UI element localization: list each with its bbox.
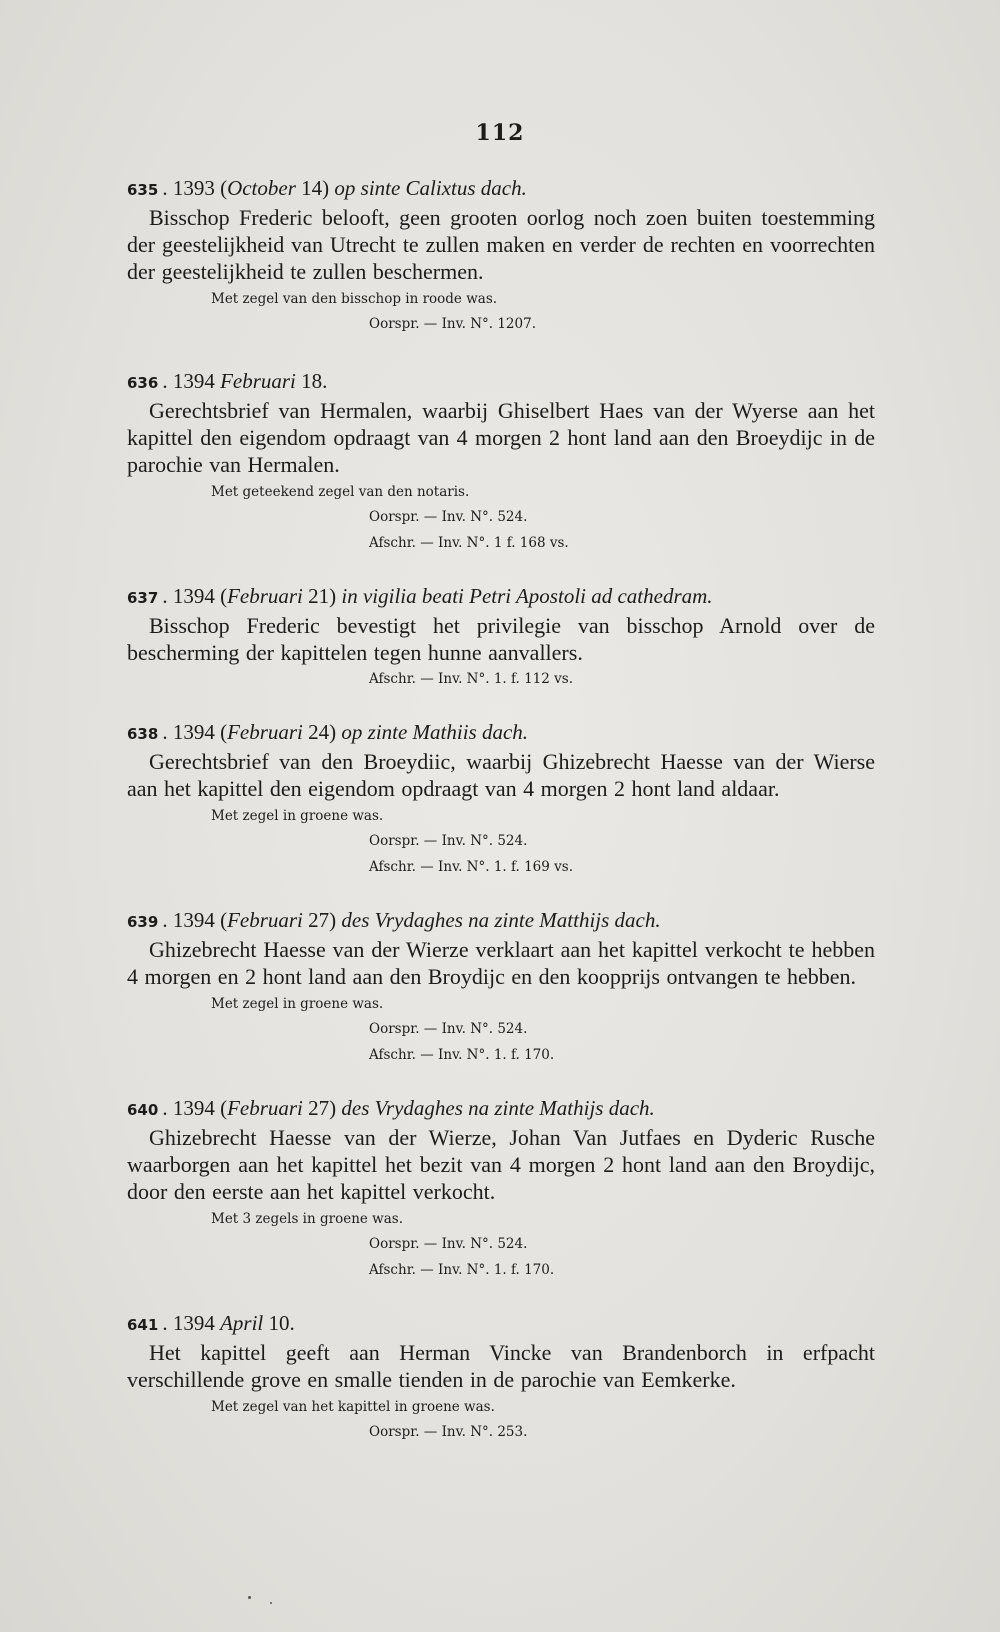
seal-note: Met zegel van het kapittel in groene was. [211,1399,495,1415]
charter-entry [127,718,875,880]
entry-day: 24) [302,720,337,744]
entry-year: 1394 [172,1096,215,1120]
entry-feast: des Vrydaghes na zinte Matthijs dach. [341,908,661,932]
entry-number: 641 [127,1316,159,1334]
entry-year: 1394 [172,908,215,932]
archive-reference: Afschr. — Inv. N°. 1. f. 170. [369,1262,555,1278]
entry-summary: Gerechtsbrief van Hermalen, waarbij Ghiselbert Haes van der Wyerse aan het kapittel den eigendom opdraagt van 4 morgen 2 hont land aan den Broeydijc in de parochie van Hermalen. [127,398,875,477]
entry-feast: des Vrydaghes na zinte Mathijs dach. [341,1096,655,1120]
archive-reference: Oorspr. — Inv. N°. 524. [369,509,528,525]
charter-entry [127,1309,875,1445]
entry-summary: Het kapittel geeft aan Herman Vincke van Brandenborch in erfpacht verschillende grove en smalle tienden in de parochie van Eemkerke. [127,1340,875,1392]
entry-year: 1394 [172,584,215,608]
entry-month: April [220,1311,264,1335]
archive-reference: Afschr. — Inv. N°. 1. f. 112 vs. [369,671,573,687]
seal-note: Met geteekend zegel van den notaris. [211,484,470,500]
entry-month: Februari [227,720,303,744]
entry-header: 639 . 1394 (Februari 27) des Vrydaghes na zinte Matthijs dach. [127,908,661,932]
entry-number: 639 [127,913,159,931]
entry-day: 18. [301,369,328,393]
charter-entry [127,174,875,337]
entry-summary: Bisschop Frederic bevestigt het privilegie van bisschop Arnold over de bescherming der kapittelen tegen hunne aanvallers. [127,613,875,665]
entry-month: Februari [227,1096,303,1120]
entry-number: 635 [127,181,159,199]
entry-month: Februari [227,584,303,608]
entry-summary: Ghizebrecht Haesse van der Wierze, Johan Van Jutfaes en Dyderic Rusche waarborgen aan het kapittel het bezit van 4 morgen 2 hont land aan den Broydijc, door den eerste aan het kapittel verkocht. [127,1125,875,1204]
entry-day: 14) [295,176,330,200]
entry-month: Februari [227,908,303,932]
archive-reference: Oorspr. — Inv. N°. 524. [369,1021,528,1037]
entry-header: 638 . 1394 (Februari 24) op zinte Mathiis dach. [127,720,529,744]
seal-note: Met zegel in groene was. [211,808,384,824]
entry-feast: op sinte Calixtus dach. [334,176,527,200]
charter-entry [127,1094,875,1283]
entry-month: October [227,176,296,200]
entry-number: 638 [127,725,159,743]
entry-number: 636 [127,374,159,392]
entry-day: 21) [302,584,337,608]
archive-reference: Afschr. — Inv. N°. 1 f. 168 vs. [369,535,569,551]
entry-header: 640 . 1394 (Februari 27) des Vrydaghes na zinte Mathijs dach. [127,1096,655,1120]
entry-day: 27) [302,908,337,932]
entry-summary: Bisschop Frederic belooft, geen grooten oorlog noch zoen buiten toestemming der geestelijkheid van Utrecht te zullen maken en verder de rechten en voorrechten der geestelijkheid te zullen beschermen. [127,205,875,284]
entry-day: 10. [268,1311,295,1335]
entry-year: 1393 [172,176,215,200]
entry-year: 1394 [172,720,215,744]
archive-reference: Oorspr. — Inv. N°. 524. [369,1236,528,1252]
charter-entry [127,582,875,692]
archive-reference: Oorspr. — Inv. N°. 253. [369,1424,528,1440]
archive-reference: Oorspr. — Inv. N°. 524. [369,833,528,849]
entry-summary: Ghizebrecht Haesse van der Wierze verklaart aan het kapittel verkocht te hebben 4 morgen en 2 hont land aan den Broydijc en den koopprijs ontvangen te hebben. [127,937,875,989]
charter-entry [127,367,875,556]
entry-year: 1394 [172,1311,215,1335]
page-number: 112 [475,120,525,146]
archive-reference: Afschr. — Inv. N°. 1. f. 169 vs. [369,859,573,875]
entry-number: 637 [127,589,159,607]
entry-number: 640 [127,1101,159,1119]
entry-feast: op zinte Mathiis dach. [341,720,529,744]
seal-note: Met zegel in groene was. [211,996,384,1012]
entry-summary: Gerechtsbrief van den Broeydiic, waarbij Ghizebrecht Haesse van der Wierse aan het kapittel den eigendom opdraagt van 4 morgen 2 hont land aldaar. [127,749,875,801]
paper-speck [248,1596,251,1599]
charter-list [127,174,875,1445]
entry-feast: in vigilia beati Petri Apostoli ad cathedram. [341,584,713,608]
entry-year: 1394 [172,369,215,393]
entry-header: 636 . 1394 Februari 18. [127,369,328,393]
entry-header: 641 . 1394 April 10. [127,1311,295,1335]
archive-reference: Afschr. — Inv. N°. 1. f. 170. [369,1047,555,1063]
entry-month: Februari [220,369,296,393]
entry-header: 635 . 1393 (October 14) op sinte Calixtus dach. [127,176,527,200]
seal-note: Met 3 zegels in groene was. [211,1211,403,1227]
paper-speck [270,1602,272,1604]
entry-header: 637 . 1394 (Februari 21) in vigilia beati Petri Apostoli ad cathedram. [127,584,713,608]
seal-note: Met zegel van den bisschop in roode was. [211,291,498,307]
archive-reference: Oorspr. — Inv. N°. 1207. [369,316,536,332]
entry-day: 27) [302,1096,337,1120]
charter-entry [127,906,875,1068]
